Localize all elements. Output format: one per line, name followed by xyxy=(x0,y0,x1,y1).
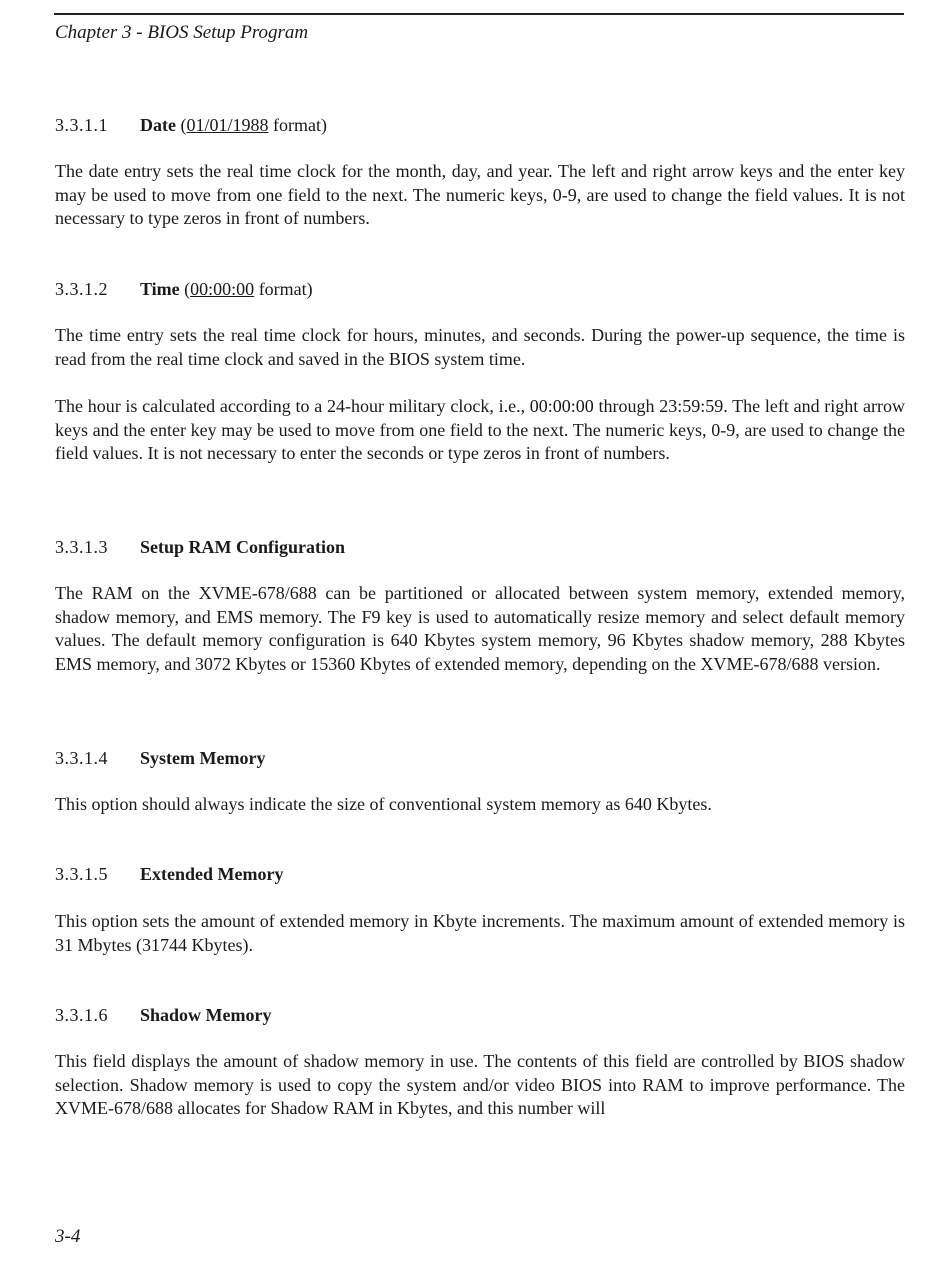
section-heading-date: 3.3.1.1 Date (01/01/1988 format) xyxy=(55,115,327,135)
header-rule xyxy=(54,13,904,15)
paragraph: This field displays the amount of shadow memory in use. The contents of this field are controlled by BIOS shadow selection. Shadow memory is used to copy the system and/or video BIOS into RAM to improve performance. The XVME-678/688 allocates for Shadow RAM in Kbytes, and this number will xyxy=(55,1051,905,1118)
paragraph: The date entry sets the real time clock for the month, day, and year. The left and right arrow keys and the enter key may be used to move from one field to the next. The numeric keys, 0-9, are used to change the field values. It is not necessary to type zeros in front of numbers. xyxy=(55,161,905,228)
paragraph: This option sets the amount of extended memory in Kbyte increments. The maximum amount of extended memory is 31 Mbytes (31744 Kbytes). xyxy=(55,911,905,955)
paragraph: The hour is calculated according to a 24-hour military clock, i.e., 00:00:00 through 23:59:59. The left and right arrow keys and the enter key may be used to move from one field to the next. The numeric keys, 0-9, are used to change the field values. It is not necessary to enter the seconds or type zeros in front of numbers. xyxy=(55,396,905,463)
format-word: format) xyxy=(254,279,313,299)
format-value: 00:00:00 xyxy=(190,279,255,299)
section-number: 3.3.1.3 xyxy=(55,537,108,557)
section-number: 3.3.1.5 xyxy=(55,864,108,884)
paragraph: This option should always indicate the size of conventional system memory as 640 Kbytes. xyxy=(55,794,712,814)
section-title: Extended Memory xyxy=(140,864,284,884)
format-value: 01/01/1988 xyxy=(186,115,269,135)
section-heading-time: 3.3.1.2 Time (00:00:00 format) xyxy=(55,279,313,299)
section-title: Shadow Memory xyxy=(140,1005,272,1025)
section-number: 3.3.1.4 xyxy=(55,748,108,768)
running-head: Chapter 3 - BIOS Setup Program xyxy=(55,22,309,43)
section-heading-shadow-memory xyxy=(55,1005,272,1026)
format-word: format) xyxy=(268,115,327,135)
section-number: 3.3.1.1 xyxy=(55,115,108,135)
section-title: Time xyxy=(140,279,180,299)
section-title: System Memory xyxy=(140,748,266,768)
paragraph: The time entry sets the real time clock for hours, minutes, and seconds. During the power-up sequence, the time is read from the real time clock and saved in the BIOS system time. xyxy=(55,325,905,369)
section-heading-extended-memory xyxy=(55,864,283,885)
section-heading-setup-ram xyxy=(55,537,345,558)
section-number: 3.3.1.2 xyxy=(55,279,108,299)
section-heading-system-memory xyxy=(55,748,265,769)
section-title: Date xyxy=(140,115,176,135)
section-number: 3.3.1.6 xyxy=(55,1005,108,1025)
section-title: Setup RAM Configuration xyxy=(140,537,346,557)
paragraph: The RAM on the XVME-678/688 can be partitioned or allocated between system memory, extended memory, shadow memory, and EMS memory. The F9 key is used to automatically resize memory and select default memory values. The default memory configuration is 640 Kbytes system memory, 96 Kbytes shadow memory, 288 Kbytes EMS memory, and 3072 Kbytes or 15360 Kbytes of extended memory, depending on the XVME-678/688 version. xyxy=(55,583,905,674)
page-number: 3-4 xyxy=(55,1226,81,1247)
